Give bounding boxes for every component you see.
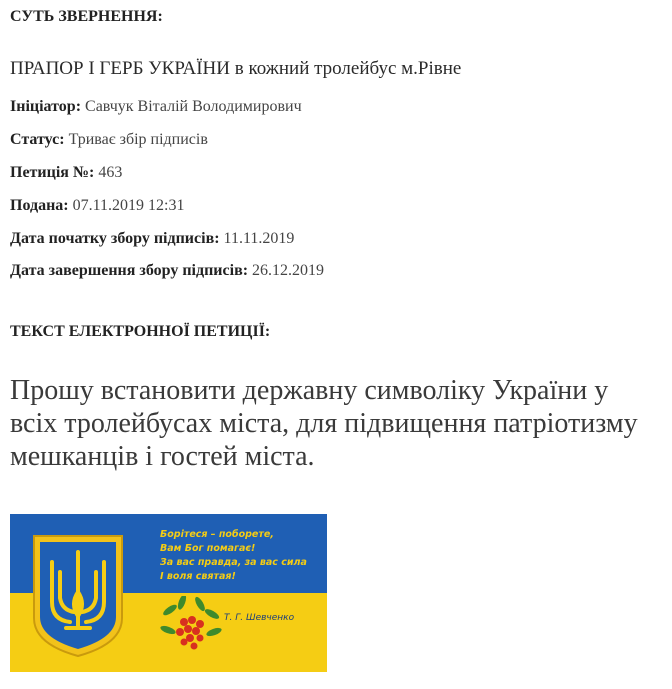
field-label: Подана: [10,197,69,214]
field-value: Савчук Віталій Володимирович [81,98,302,115]
quote-line: Вам Бог помагає! [160,543,256,554]
field-label: Статус: [10,131,65,148]
field-submitted [10,197,184,215]
rowan-berries-icon [160,596,222,656]
field-label: Петиція №: [10,164,95,181]
field-label: Дата початку збору підписів: [10,230,220,247]
section-heading-essence: СУТЬ ЗВЕРНЕННЯ: [10,8,163,25]
petition-subject: ПРАПОР І ГЕРБ УКРАЇНИ в кожний тролейбус м.Рівне [10,58,462,79]
coat-of-arms-icon [30,532,126,660]
field-value: 463 [94,164,123,181]
section-heading-petition-text: ТЕКСТ ЕЛЕКТРОННОЇ ПЕТИЦІЇ: [10,323,271,340]
shevchenko-quote [160,528,320,584]
field-petition-number [10,164,122,182]
quote-author: Т. Г. Шевченко [224,613,295,623]
field-value: 11.11.2019 [219,230,295,247]
quote-line: За вас правда, за вас сила [160,557,307,568]
field-start-date [10,230,294,248]
field-value: Триває збір підписів [64,131,208,148]
quote-line: І воля святая! [160,571,236,582]
flag-banner-image [10,514,327,672]
field-value: 07.11.2019 12:31 [68,197,185,214]
field-end-date [10,262,324,280]
quote-line: Борітеся – поборете, [160,529,274,540]
field-initiator [10,98,302,116]
field-label: Ініціатор: [10,98,82,115]
field-status [10,131,208,149]
field-label: Дата завершення збору підписів: [10,262,249,279]
petition-body-text: Прошу встановити державну символіку України у всіх тролейбусах міста, для підвищення патріотизму мешканців і гостей міста. [10,375,638,472]
field-value: 26.12.2019 [248,262,325,279]
